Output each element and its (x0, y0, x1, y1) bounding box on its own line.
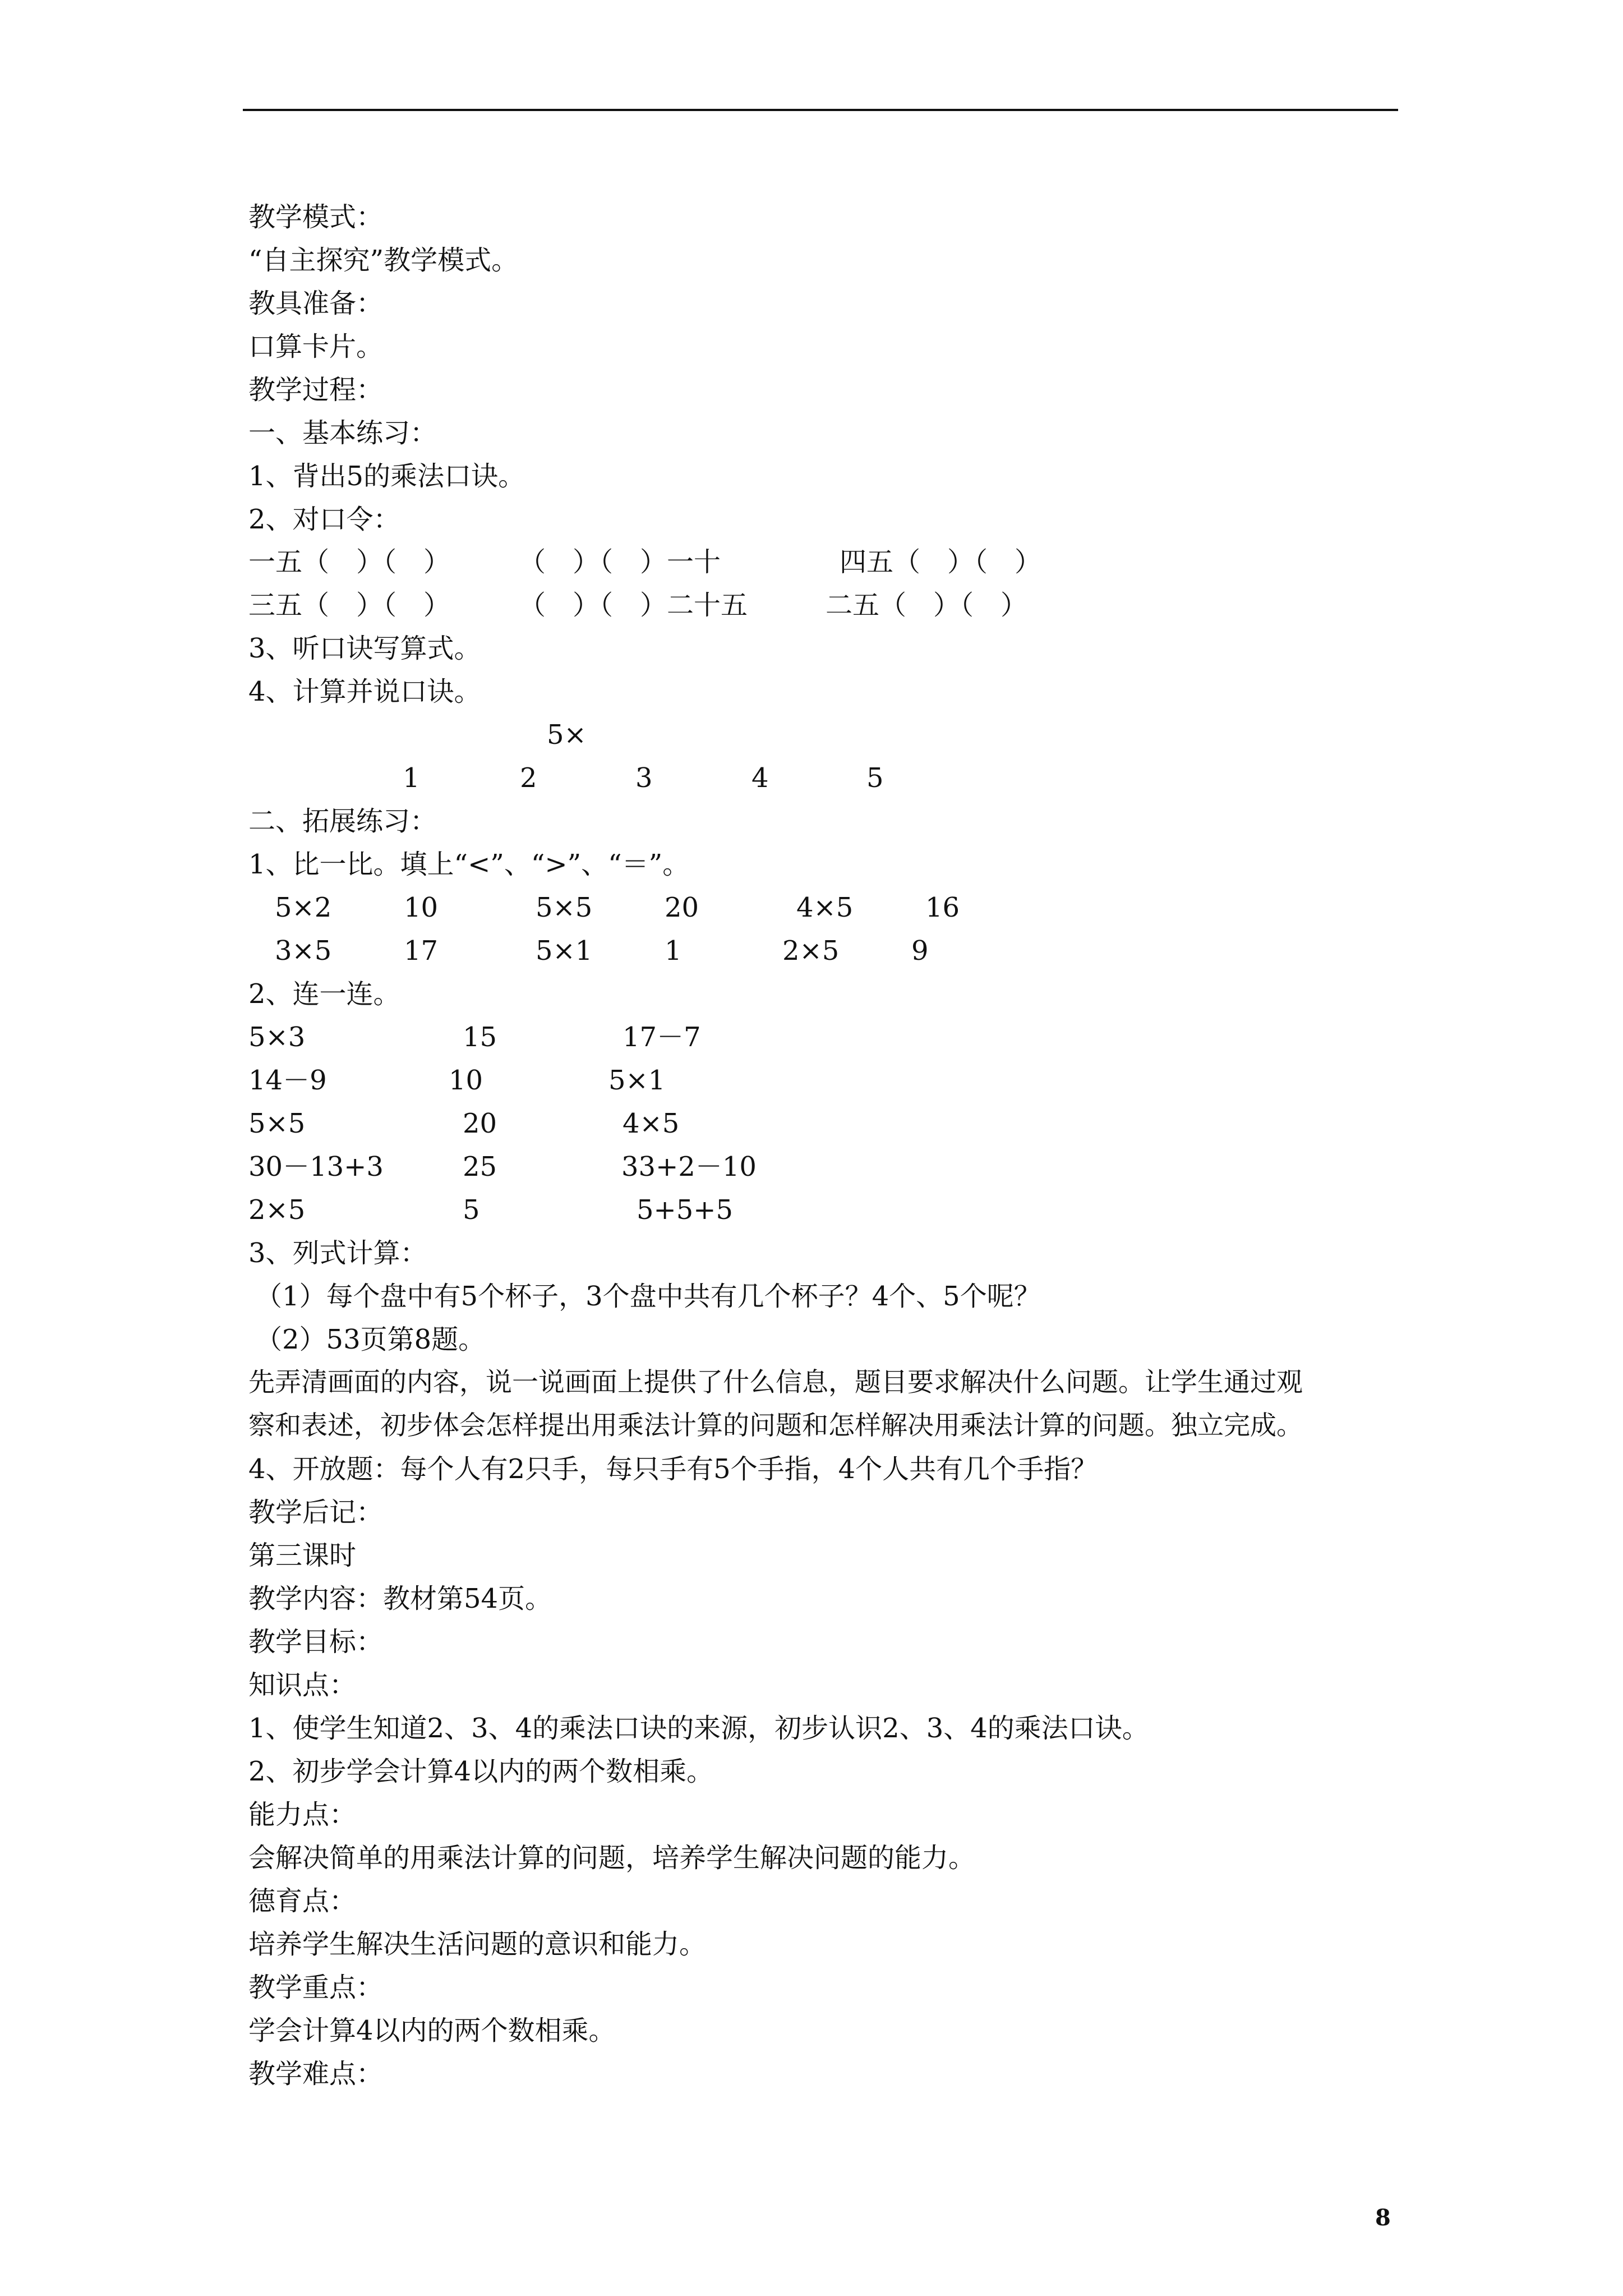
compare-item: 5×5 (536, 892, 593, 923)
text-line: 4、计算并说口诀。 (248, 676, 481, 707)
compare-item: 1 (665, 935, 682, 967)
text-line: 学会计算4以内的两个数相乘。 (248, 2015, 616, 2046)
paragraph-line: 察和表述，初步体会怎样提出用乘法计算的问题和怎样解决用乘法计算的问题。独立完成。 (248, 1410, 1303, 1441)
heading-moral: 德育点： (248, 1885, 357, 1917)
heading-teaching-mode: 教学模式： (248, 201, 384, 233)
text-line: （1）每个盘中有5个杯子，3个盘中共有几个杯子？4个、5个呢？ (255, 1281, 1041, 1312)
lesson-title: 第三课时 (248, 1540, 357, 1571)
connect-item: 17－7 (623, 1022, 701, 1053)
compare-item: 3×5 (275, 935, 332, 967)
kouling-item: 二五（ ）（ ） (826, 590, 1028, 621)
text-line: （2）53页第8题。 (255, 1324, 486, 1355)
text-line: 1、背出5的乘法口诀。 (248, 461, 525, 492)
connect-item: 5+5+5 (637, 1194, 734, 1226)
text-line: 3、听口诀写算式。 (248, 633, 481, 664)
heading-knowledge: 知识点： (248, 1669, 357, 1701)
heading-process: 教学过程： (248, 374, 384, 406)
text-line: 会解决简单的用乘法计算的问题，培养学生解决问题的能力。 (248, 1842, 976, 1874)
kouling-item: 一五（ ）（ ） (248, 546, 451, 578)
compare-item: 16 (925, 892, 960, 923)
compare-item: 9 (911, 935, 929, 967)
connect-item: 14－9 (248, 1065, 327, 1096)
calc-number: 3 (635, 762, 653, 794)
compare-item: 20 (665, 892, 699, 923)
compare-item: 2×5 (782, 935, 840, 967)
paragraph-line: 先弄清画面的内容，说一说画面上提供了什么信息，题目要求解决什么问题。让学生通过观 (248, 1367, 1303, 1398)
text-line: 培养学生解决生活问题的意识和能力。 (248, 1929, 707, 1960)
connect-item: 5×3 (248, 1022, 306, 1053)
heading-difficulty: 教学难点： (248, 2058, 384, 2090)
connect-item: 20 (463, 1108, 497, 1139)
text-line: 4、开放题：每个人有2只手，每只手有5个手指，4个人共有几个手指？ (248, 1453, 1098, 1485)
compare-item: 17 (404, 935, 439, 967)
page-number: 8 (1375, 2205, 1391, 2231)
connect-item: 5×5 (248, 1108, 306, 1139)
connect-item: 10 (449, 1065, 483, 1096)
text-line: 3、列式计算： (248, 1237, 427, 1269)
compare-item: 4×5 (796, 892, 854, 923)
heading-materials: 教具准备： (248, 288, 384, 319)
text-line: 1、使学生知道2、3、4的乘法口诀的来源，初步认识2、3、4的乘法口诀。 (248, 1713, 1149, 1744)
connect-item: 30－13+3 (248, 1151, 384, 1182)
compare-item: 5×1 (536, 935, 593, 967)
calc-number: 2 (520, 762, 537, 794)
kouling-item: （ ）（ ）一十 (519, 546, 721, 578)
text-line: 2、初步学会计算4以内的两个数相乘。 (248, 1756, 714, 1787)
kouling-item: 四五（ ）（ ） (840, 546, 1042, 578)
calc-number: 5 (866, 762, 884, 794)
section-heading: 二、拓展练习： (248, 806, 437, 837)
text-line: “自主探究”教学模式。 (248, 245, 519, 276)
calc-number: 1 (403, 762, 420, 794)
calc-number: 4 (751, 762, 769, 794)
connect-item: 33+2－10 (621, 1151, 757, 1182)
connect-item: 15 (463, 1022, 497, 1053)
text-line: 2、对口令： (248, 504, 400, 535)
calc-head: 5× (547, 719, 587, 751)
text-line: 1、比一比。填上“<”、“>”、“＝”。 (248, 849, 690, 880)
connect-item: 2×5 (248, 1194, 306, 1226)
compare-item: 10 (404, 892, 439, 923)
text-line: 教学内容：教材第54页。 (248, 1583, 552, 1614)
connect-item: 25 (463, 1151, 497, 1182)
header-rule (243, 109, 1398, 111)
heading-objectives: 教学目标： (248, 1626, 384, 1658)
connect-item: 5 (463, 1194, 480, 1226)
text-line: 2、连一连。 (248, 978, 400, 1010)
connect-item: 4×5 (623, 1108, 680, 1139)
kouling-item: 三五（ ）（ ） (248, 590, 451, 621)
compare-item: 5×2 (275, 892, 332, 923)
heading-key-point: 教学重点： (248, 1972, 384, 2003)
text-line: 口算卡片。 (248, 331, 384, 362)
connect-item: 5×1 (608, 1065, 666, 1096)
section-heading: 一、基本练习： (248, 417, 437, 449)
heading-ability: 能力点： (248, 1799, 357, 1830)
kouling-item: （ ）（ ）二十五 (519, 590, 748, 621)
heading-afterword: 教学后记： (248, 1497, 384, 1528)
